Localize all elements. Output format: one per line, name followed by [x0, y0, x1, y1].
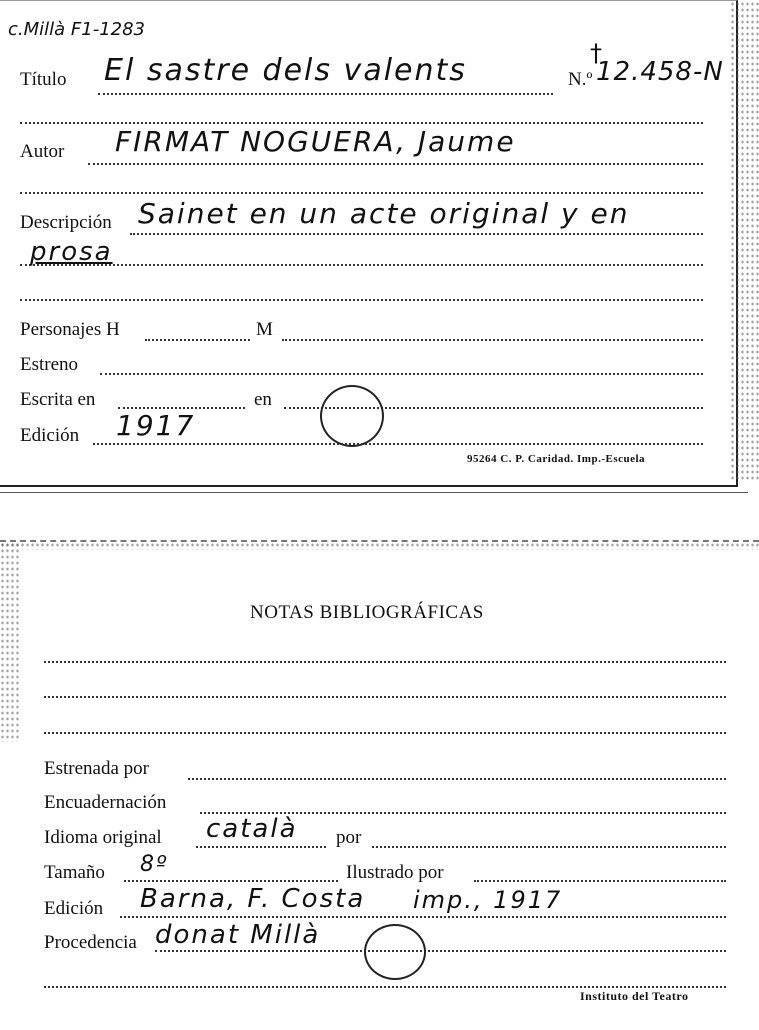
back-edicion-value: Barna, F. Costa — [140, 884, 366, 914]
descripcion-line-2 — [20, 264, 703, 266]
catalog-card-back — [0, 540, 759, 1030]
edicion-value: 1917 — [116, 409, 196, 442]
numero-label: N.º — [568, 69, 593, 90]
tamano-line — [124, 880, 338, 882]
scan-noise — [0, 542, 20, 742]
blank-line — [20, 299, 703, 301]
descripcion-line — [130, 233, 703, 235]
por-line — [372, 846, 726, 848]
estrenada-label: Estrenada por — [44, 758, 149, 779]
autor-value: FIRMAT NOGUERA, Jaume — [115, 125, 516, 158]
printer-imprint: 95264 C. P. Caridad. Imp.-Escuela — [467, 453, 646, 465]
back-heading: NOTAS BIBLIOGRÁFICAS — [250, 602, 484, 623]
escrita-en-label: en — [254, 389, 272, 410]
personajes-label: Personajes H — [20, 319, 120, 340]
descripcion-value-2: prosa — [30, 237, 113, 267]
procedencia-label: Procedencia — [44, 932, 137, 953]
tamano-value: 8º — [140, 852, 169, 877]
idioma-label: Idioma original — [44, 827, 162, 848]
procedencia-value: donat Millà — [155, 920, 321, 950]
personajes-m-line — [282, 339, 703, 341]
back-edicion-label: Edición — [44, 898, 104, 919]
blank-line — [20, 192, 703, 194]
catalog-card-front — [0, 0, 738, 487]
personajes-m-label: M — [256, 319, 273, 340]
corner-note: c.Millà F1-1283 — [8, 19, 146, 40]
idioma-line — [196, 846, 326, 848]
estreno-line — [100, 373, 703, 375]
cut-line — [0, 492, 748, 493]
autor-line — [88, 163, 703, 165]
ilustrado-label: Ilustrado por — [346, 862, 444, 883]
numero-value: 12.458-N — [596, 57, 724, 87]
ilustrado-line — [474, 880, 726, 882]
scan-noise — [0, 542, 759, 550]
blank-line — [44, 661, 726, 663]
blank-line — [44, 986, 726, 988]
blank-line — [44, 696, 726, 698]
descripcion-label: Descripción — [20, 212, 112, 233]
autor-label: Autor — [20, 141, 65, 162]
scan-noise — [730, 1, 759, 481]
escrita-label: Escrita en — [20, 389, 96, 410]
titulo-label: Título — [20, 69, 67, 90]
blank-line — [20, 122, 703, 124]
estrenada-line — [188, 778, 726, 780]
footer-institution: Instituto del Teatro — [580, 989, 689, 1003]
procedencia-line — [155, 950, 726, 952]
stamp-circle — [320, 385, 384, 447]
tamano-label: Tamaño — [44, 862, 105, 883]
edicion-label: Edición — [20, 425, 80, 446]
idioma-value: català — [206, 814, 298, 844]
edicion-line — [93, 443, 703, 445]
stamp-circle — [364, 924, 426, 980]
blank-line — [44, 732, 726, 734]
por-label: por — [336, 827, 362, 848]
descripcion-value-1: Sainet en un acte original y en — [138, 197, 630, 230]
encuadernacion-label: Encuadernación — [44, 792, 167, 813]
personajes-h-line — [145, 339, 250, 341]
cross-mark: † — [590, 39, 602, 67]
titulo-value: El sastre dels valents — [104, 53, 467, 88]
back-edicion-value-2: imp., 1917 — [413, 886, 563, 914]
titulo-line — [98, 93, 553, 95]
back-edicion-line — [120, 916, 726, 918]
estreno-label: Estreno — [20, 354, 79, 375]
